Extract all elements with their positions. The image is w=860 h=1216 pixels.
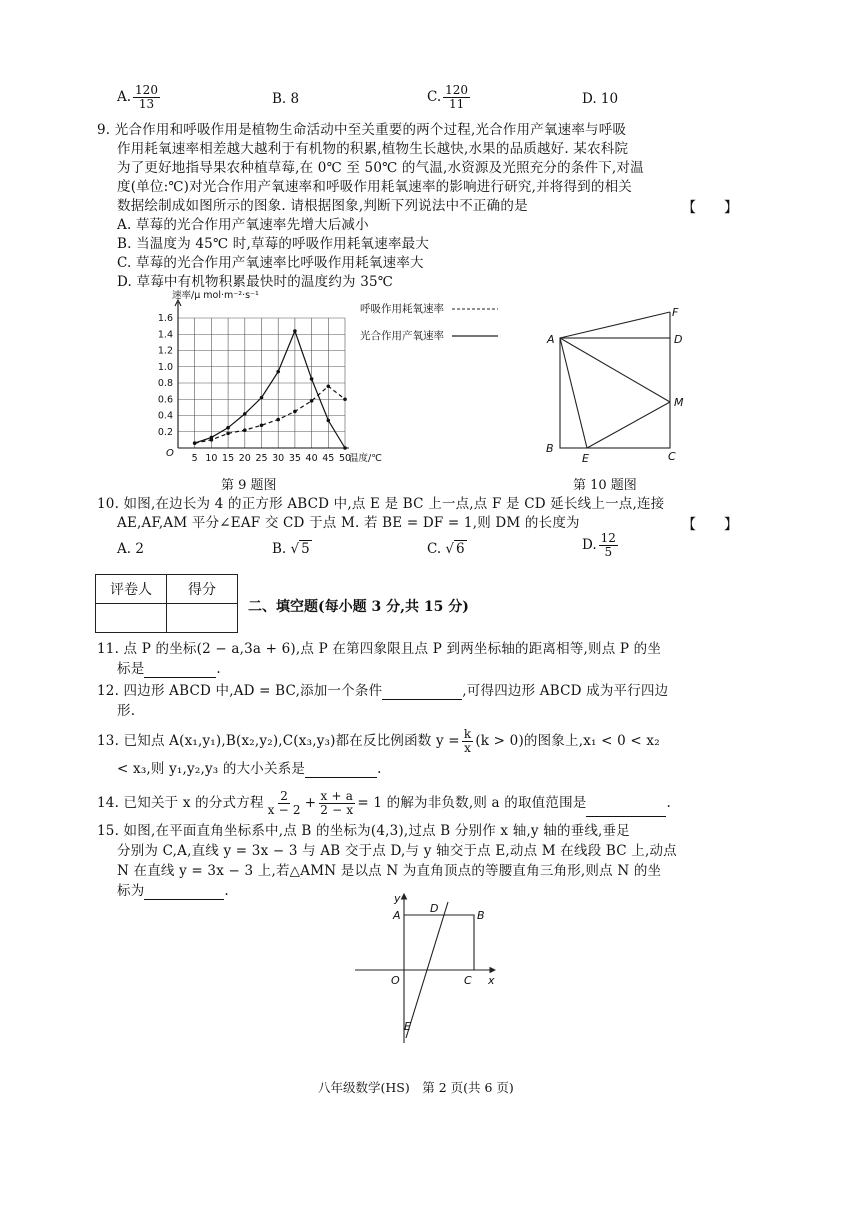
q9-option-d: D. 草莓中有机物积累最快时的温度约为 35℃	[117, 274, 394, 290]
q8-option-d: D. 10	[582, 91, 619, 107]
y-tick-label: 1.2	[157, 345, 173, 357]
fig10-diagram	[540, 300, 700, 465]
score-table	[95, 574, 238, 633]
data-point	[310, 399, 314, 403]
origin-label: O	[166, 448, 174, 459]
q9-text-line: 为了更好地指导果农种植草莓,在 0℃ 至 50℃ 的气温,水资源及光照充分的条件下,对温	[117, 160, 644, 176]
x-tick-label: 15	[222, 453, 235, 464]
score-table-score-header: 得分	[167, 575, 238, 604]
q10-text-line: AE,AF,AM 平分∠EAF 交 CD 于点 M. 若 BE = DF = 1,则 DM 的长度为	[117, 515, 580, 531]
data-point	[226, 426, 230, 430]
q11-text-line: 11. 点 P 的坐标(2 − a,3a + 6),点 P 在第四象限且点 P 到两坐标轴的距离相等,则点 P 的坐	[97, 641, 662, 657]
data-point	[343, 397, 347, 401]
data-point	[193, 441, 197, 445]
label-x: x	[488, 974, 495, 987]
label-c: C	[464, 974, 472, 987]
q14-answer-blank[interactable]	[586, 802, 666, 817]
data-point	[210, 438, 214, 442]
data-point	[243, 428, 247, 432]
x-tick-label: 10	[205, 453, 218, 464]
label-a: A	[393, 909, 401, 922]
q13-text-line: 13. 已知点 A(x₁,y₁),B(x₂,y₂),C(x₃,y₃)都在反比例函数 y = $\frac{k}{x}$ (k > 0)的图象上,x₁ < 0 < x₂	[97, 727, 660, 755]
data-point	[260, 396, 264, 400]
data-point	[226, 432, 230, 436]
label-e: E	[582, 452, 589, 465]
label-d: D	[430, 902, 439, 915]
score-table-reviewer-header: 评卷人	[96, 575, 167, 604]
data-point	[343, 446, 347, 450]
label-e: E	[404, 1020, 411, 1033]
q12-text-line: 形.	[117, 703, 136, 719]
q9-option-c: C. 草莓的光合作用产氧速率比呼吸作用耗氧速率大	[117, 255, 424, 271]
q12-text-line: 12. 四边形 ABCD 中,AD = BC,添加一个条件 ,可得四边形 ABCD 成为平行四边	[97, 683, 669, 699]
fig10-caption: 第 10 题图	[573, 478, 637, 493]
label-y: y	[394, 892, 401, 905]
legend-item-photosynthesis: 光合作用产氧速率	[360, 330, 444, 342]
x-tick-label: 35	[288, 453, 301, 464]
data-point	[260, 423, 264, 427]
q10-option-c: C. √ 6	[427, 541, 465, 557]
q9-text-line: 9. 光合作用和呼吸作用是植物生命活动中至关重要的两个过程,光合作用产氧速率与呼吸	[97, 122, 627, 138]
q9-option-a: A. 草莓的光合作用产氧速率先增大后减小	[117, 217, 369, 233]
q10-text-line: 10. 如图,在边长为 4 的正方形 ABCD 中,点 E 是 BC 上一点,点 F 是 CD 延长线上一点,连接	[97, 496, 665, 512]
legend-item-respiration: 呼吸作用耗氧速率	[360, 303, 444, 315]
q10-option-d: D. $\frac{12}{5}$	[582, 531, 616, 559]
x-tick-label: 30	[272, 453, 285, 464]
rect-abc	[404, 915, 474, 970]
label-f: F	[672, 306, 679, 319]
q8-option-b: B. 8	[272, 91, 300, 107]
q12-answer-blank[interactable]	[382, 685, 462, 700]
section-title-fill-in: 二、填空题(每小题 3 分,共 15 分)	[248, 599, 469, 615]
q15-answer-blank[interactable]	[144, 885, 224, 900]
label-a: A	[547, 333, 555, 346]
fig9-chart	[140, 290, 510, 472]
x-tick-label: 40	[305, 453, 318, 464]
q10-option-a: A. 2	[117, 541, 144, 557]
q9-text-line: 数据绘制成如图所示的图象. 请根据图象,判断下列说法中不正确的是	[117, 198, 528, 214]
q13-answer-blank[interactable]	[305, 763, 377, 778]
y-tick-label: 0.6	[157, 394, 173, 406]
fig9-caption: 第 9 题图	[221, 478, 277, 493]
y-tick-label: 0.4	[157, 410, 173, 422]
label-m: M	[674, 396, 684, 409]
y-axis-label: 速率/μ mol·m⁻²·s⁻¹	[172, 290, 259, 301]
chart-labels	[158, 290, 382, 464]
segment-ae	[560, 338, 587, 448]
y-tick-label: 0.8	[157, 378, 173, 389]
label-b: B	[477, 909, 485, 922]
q15-text-line: 15. 如图,在平面直角坐标系中,点 B 的坐标为(4,3),过点 B 分别作 x 轴,y 轴的垂线,垂足	[97, 823, 630, 839]
y-tick-label: 1.6	[157, 313, 173, 324]
q15-text-line: 标为 .	[117, 883, 229, 899]
legend-dashed-line	[452, 306, 500, 312]
segment-af	[560, 312, 670, 338]
data-point	[293, 329, 297, 333]
segment-em	[587, 402, 670, 448]
q9-text-line: 作用耗氧速率相差越大越利于有机物的积累,植物生长越快,水果的品质越好. 某农科院	[117, 141, 629, 157]
x-tick-label: 20	[238, 453, 251, 464]
x-tick-label: 45	[322, 453, 335, 464]
q11-answer-blank[interactable]	[144, 663, 216, 678]
q8-option-a: A. $\frac{120}{13}$	[117, 83, 158, 111]
data-point	[327, 384, 331, 388]
series-line-photosynthesis	[195, 331, 345, 448]
data-point	[243, 412, 247, 416]
y-tick-label: 1.4	[157, 329, 173, 341]
label-o: O	[391, 974, 400, 987]
label-b: B	[546, 442, 554, 455]
y-tick-label: 0.2	[157, 426, 173, 438]
data-point	[293, 410, 297, 414]
q9-text-line: 度(单位:℃)对光合作用产氧速率和呼吸作用耗氧速率的影响进行研究,并将得到的相关	[117, 179, 632, 195]
fig15-coordinate-diagram	[350, 888, 510, 1048]
q15-text-line: N 在直线 y = 3x − 3 上,若△AMN 是以点 N 为直角顶点的等腰直角三角形,则点 N 的坐	[117, 863, 662, 879]
score-table-reviewer-cell	[96, 604, 167, 633]
q9-answer-bracket: 【 】	[682, 200, 738, 216]
x-tick-label: 5	[191, 453, 198, 464]
segment-am	[560, 338, 670, 402]
score-table-score-cell	[167, 604, 238, 633]
q11-text-line: 标是 .	[117, 661, 221, 677]
chart-grid	[178, 318, 345, 448]
q10-option-b: B. √ 5	[272, 541, 310, 557]
label-c: C	[668, 450, 676, 463]
x-tick-label: 50	[338, 453, 352, 464]
q15-text-line: 分别为 C,A,直线 y = 3x − 3 与 AB 交于点 D,与 y 轴交于点 E,动点 M 在线段 BC 上,动点	[117, 843, 677, 859]
data-point	[276, 370, 280, 374]
q14-text-line: 14. 已知关于 x 的分式方程 $\frac{2}{x - 2}$ + $\frac{x + a}{2 - x}$ = 1 的解为非负数,则 a 的取值范围是 .	[97, 789, 671, 817]
q13-text-line: < x₃,则 y₁,y₂,y₃ 的大小关系是 .	[117, 761, 382, 777]
data-point	[310, 377, 314, 381]
data-point	[276, 418, 280, 422]
x-axis-label: 温度/℃	[349, 453, 382, 464]
q10-answer-bracket: 【 】	[682, 517, 738, 533]
legend-solid-line	[452, 333, 500, 339]
page-footer: 八年级数学(HS) 第 2 页(共 6 页)	[318, 1080, 514, 1095]
label-d: D	[674, 333, 683, 346]
q8-option-c: C. $\frac{120}{11}$	[427, 83, 469, 111]
y-tick-label: 1.0	[157, 361, 173, 373]
data-point	[327, 419, 331, 423]
q9-option-b: B. 当温度为 45℃ 时,草莓的呼吸作用耗氧速率最大	[117, 236, 430, 252]
x-tick-label: 25	[255, 453, 268, 464]
